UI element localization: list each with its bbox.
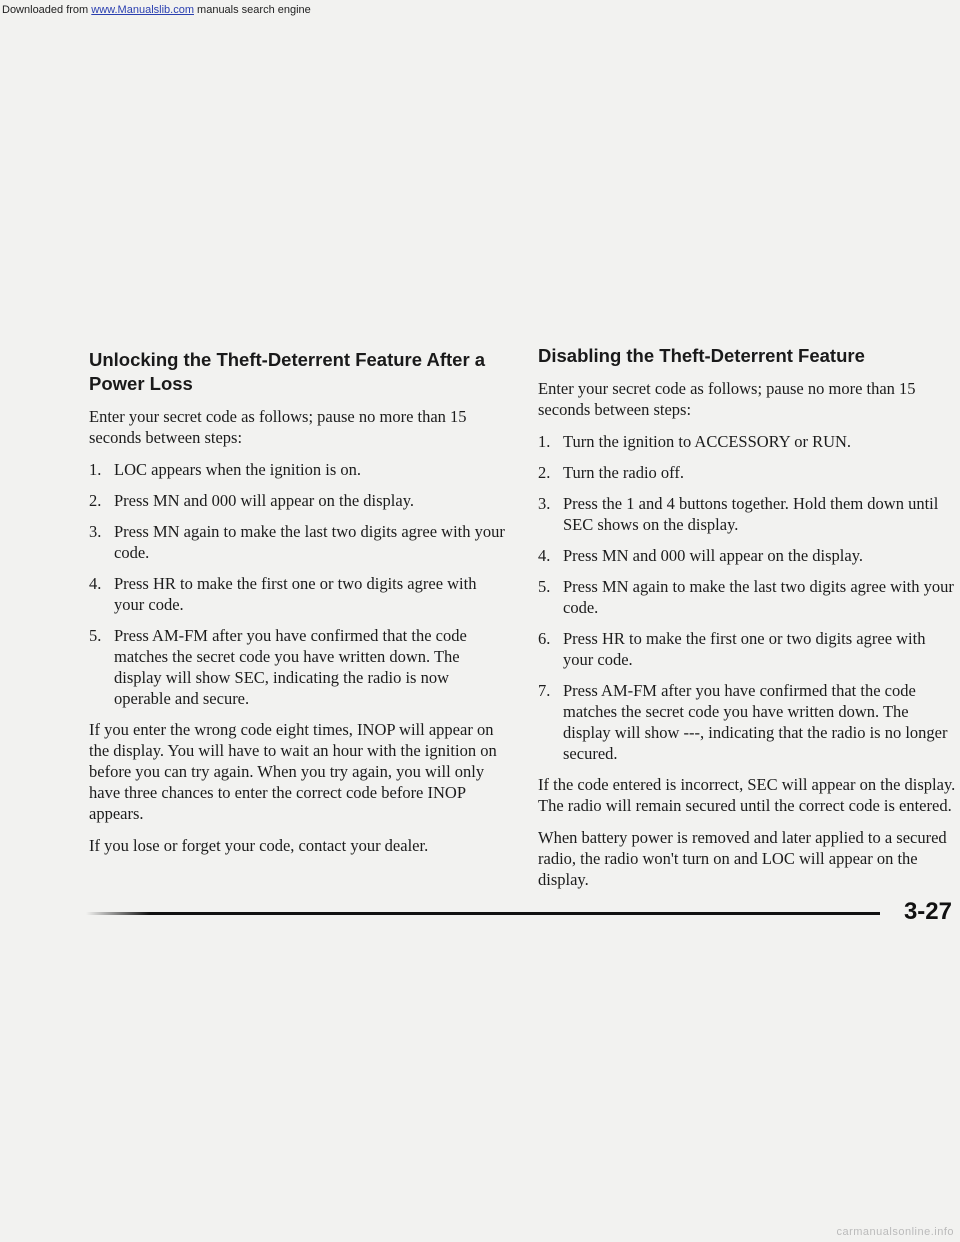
right-step <box>538 462 956 483</box>
page-footer <box>86 896 956 946</box>
left-step <box>89 490 509 511</box>
step-number: 3. <box>89 522 102 541</box>
right-step <box>538 493 956 535</box>
step-number: 6. <box>538 629 551 648</box>
right-heading: Disabling the Theft-Deterrent Feature <box>538 345 865 366</box>
right-column <box>538 344 956 901</box>
download-suffix: manuals search engine <box>193 4 311 16</box>
left-heading: Unlocking the Theft-Deterrent Feature After a Power Loss <box>89 349 486 394</box>
step-number: 7. <box>538 681 551 700</box>
left-step <box>89 573 509 615</box>
right-step <box>538 576 956 618</box>
download-note <box>2 4 311 16</box>
step-text: Press AM-FM after you have confirmed that the code matches the secret code you have written down. The display will show SEC, indicating the radio is now operable and secure. <box>114 626 467 708</box>
footer-rule <box>86 912 880 915</box>
right-paragraph-battery: When battery power is removed and later applied to a secured radio, the radio won't turn on and LOC will appear on the display. <box>538 828 947 889</box>
left-step <box>89 459 509 480</box>
left-step <box>89 625 509 709</box>
step-text: Turn the ignition to ACCESSORY or RUN. <box>563 432 852 451</box>
step-number: 4. <box>538 546 551 565</box>
right-step <box>538 545 956 566</box>
step-number: 2. <box>538 463 551 482</box>
right-paragraph-incorrect-code: If the code entered is incorrect, SEC will appear on the display. The radio will remain secured until the correct code is entered. <box>538 775 956 815</box>
step-number: 5. <box>89 626 102 645</box>
download-prefix: Downloaded from <box>2 4 92 16</box>
watermark: carmanualsonline.info <box>836 1226 954 1238</box>
left-step <box>89 521 509 563</box>
right-steps <box>538 431 956 764</box>
left-paragraph-lost-code: If you lose or forget your code, contact your dealer. <box>89 836 429 855</box>
step-text: Press MN and 000 will appear on the display. <box>563 546 864 565</box>
step-number: 1. <box>538 432 551 451</box>
step-number: 2. <box>89 491 102 510</box>
step-text: Press MN and 000 will appear on the display. <box>114 491 415 510</box>
step-number: 4. <box>89 574 102 593</box>
step-text: Press MN again to make the last two digits agree with your code. <box>114 522 505 562</box>
step-text: Press HR to make the first one or two digits agree with your code. <box>114 574 477 614</box>
step-text: Press AM-FM after you have confirmed that the code matches the secret code you have written down. The display will show ---, indicating that the radio is no longer secured. <box>563 681 948 763</box>
step-text: LOC appears when the ignition is on. <box>114 460 362 479</box>
left-column <box>89 348 509 867</box>
step-number: 3. <box>538 494 551 513</box>
manualslib-link[interactable]: www.Manualslib.com <box>91 4 194 16</box>
left-intro: Enter your secret code as follows; pause no more than 15 seconds between steps: <box>89 407 467 447</box>
left-paragraph-wrong-code: If you enter the wrong code eight times, INOP will appear on the display. You will have to wait an hour with the ignition on before you can try again. When you try again, you will only have three chances to enter the correct code before INOP appears. <box>89 720 497 823</box>
right-step <box>538 431 956 452</box>
step-number: 5. <box>538 577 551 596</box>
right-step <box>538 680 956 764</box>
step-text: Press the 1 and 4 buttons together. Hold them down until SEC shows on the display. <box>563 494 939 534</box>
right-step <box>538 628 956 670</box>
left-steps <box>89 459 509 709</box>
step-text: Press MN again to make the last two digits agree with your code. <box>563 577 954 617</box>
right-intro: Enter your secret code as follows; pause no more than 15 seconds between steps: <box>538 379 916 419</box>
step-text: Turn the radio off. <box>563 463 684 482</box>
step-text: Press HR to make the first one or two digits agree with your code. <box>563 629 926 669</box>
step-number: 1. <box>89 460 102 479</box>
page-number: 3-27 <box>903 898 952 925</box>
